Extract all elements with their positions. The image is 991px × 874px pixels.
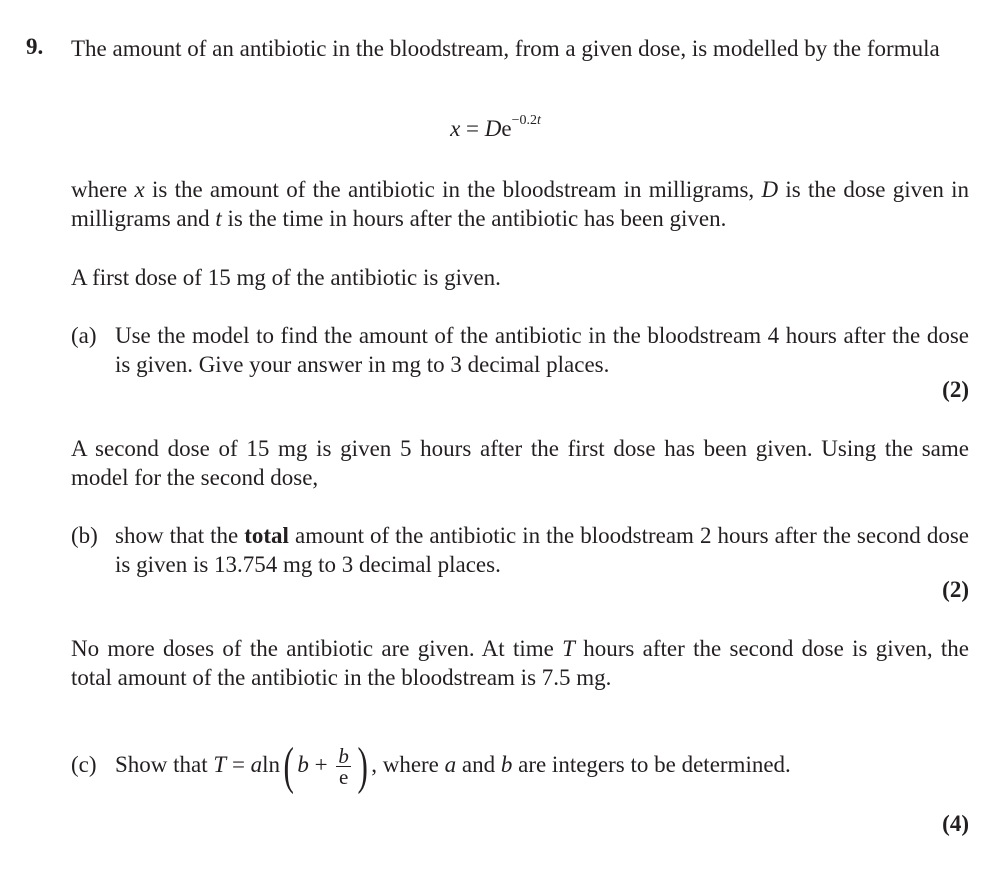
var-b: b (297, 752, 309, 777)
exponent-t: t (537, 113, 541, 129)
var-b: b (500, 752, 513, 777)
part-b-label: (b) (71, 523, 98, 548)
text: is the dose given in milligrams and (71, 177, 970, 231)
part-b-marks: (2) (942, 577, 969, 602)
question-intro (71, 34, 969, 63)
part-a-text: Use the model to find the amount of the antibiotic in the bloodstream 4 hours after the dose is given. Give your answer in mg to 3 decimal places. (115, 323, 969, 377)
ln-function: ln (262, 752, 281, 777)
model-formula (0, 113, 991, 142)
intro-text: The amount of an antibiotic in the bloodstream, from a given dose, is modelled by the formula (71, 36, 940, 61)
text: where (71, 177, 135, 202)
question-number: 9. (26, 34, 44, 59)
text: Show that (115, 752, 214, 777)
right-paren: ) (357, 737, 368, 795)
part-b (71, 521, 969, 579)
part-a-label: (a) (71, 323, 97, 348)
text: is the time in hours after the antibiotic has been given. (221, 206, 727, 231)
second-dose-statement: A second dose of 15 mg is given 5 hours after the first dose has been given. Using the same model for the second dose, (71, 436, 969, 490)
text: where (376, 752, 445, 777)
formula-exponent (512, 113, 541, 128)
first-dose-statement: A first dose of 15 mg of the antibiotic is given. (71, 265, 501, 290)
formula-e: e (501, 116, 512, 141)
text: amount of the antibiotic in the bloodstream 2 hours after the second dose is given is 13.754 mg to 3 decimal places. (115, 523, 969, 577)
var-a: a (250, 752, 263, 777)
formula-x: x (450, 116, 461, 141)
exponent-number: −0.2 (511, 113, 538, 129)
denominator: e (338, 765, 349, 790)
text: are integers to be determined. (512, 752, 791, 777)
equals: = (226, 752, 251, 777)
var-T: T (213, 752, 227, 777)
comma: , (371, 752, 377, 777)
numerator: b (338, 744, 349, 769)
no-more-doses-statement (71, 634, 969, 692)
formula-equals: = (460, 116, 485, 141)
part-c-marks: (4) (942, 811, 969, 836)
var-a: a (444, 752, 457, 777)
part-a-marks: (2) (942, 377, 969, 402)
text: and (456, 752, 501, 777)
text: show that the (115, 523, 245, 548)
var-t: t (215, 206, 222, 231)
var-D: D (761, 177, 779, 202)
part-a (71, 321, 969, 379)
variable-definitions (71, 175, 969, 233)
part-c-label: (c) (71, 752, 97, 777)
left-paren: ( (283, 737, 294, 795)
fraction-b-over-e (336, 744, 351, 790)
var-x: x (134, 177, 145, 202)
text: hours after the second dose is given, the total amount of the antibiotic in the bloodstream is 7.5 mg. (71, 636, 970, 690)
text: is the amount of the antibiotic in the bloodstream in milligrams, (144, 177, 762, 202)
formula-D: D (484, 116, 502, 141)
text: No more doses of the antibiotic are given. At time (71, 636, 563, 661)
part-b-text (115, 521, 969, 579)
part-c (71, 734, 969, 796)
bold-total: total (244, 523, 289, 548)
plus: + (308, 752, 334, 777)
part-c-text (115, 734, 969, 796)
var-T: T (562, 636, 575, 661)
